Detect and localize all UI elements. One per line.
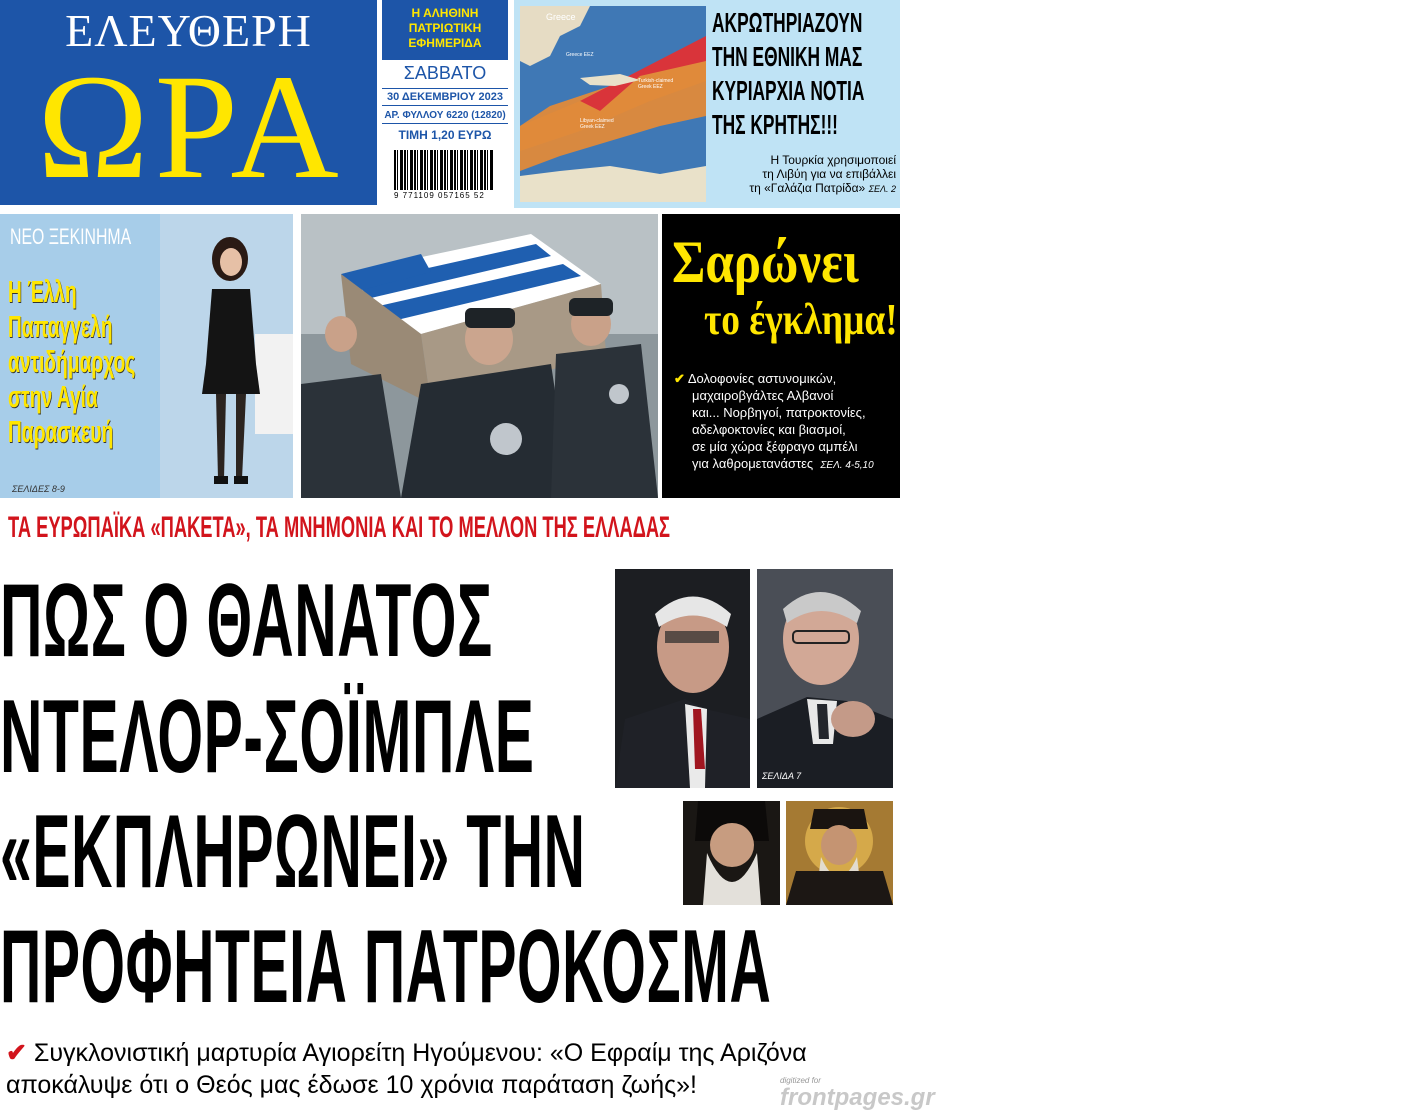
map-graphic	[520, 6, 706, 202]
top-story-headline-line: ΑΚΡΩΤΗΡΙΑΖΟΥΝ	[712, 7, 863, 38]
model-story-text-line: αντιδήμαρχος	[8, 344, 136, 379]
eez-map	[520, 6, 706, 202]
top-story-subtitle-line: τη «Γαλάζια Πατρίδα»	[749, 181, 866, 195]
tagline-line: Η ΑΛΗΘΙΝΗ	[411, 6, 479, 20]
crime-story-text-line: αδελφοκτονίες και βιασμοί,	[692, 422, 846, 437]
top-story-headline-line: ΤΗΝ ΕΘΝΙΚΗ ΜΑΣ	[712, 41, 863, 72]
main-headline-line: ΠΩΣ Ο ΘΑΝΑΤΟΣ	[0, 563, 493, 679]
map-label-turkish: Turkish-claimed Greek EEZ	[638, 78, 674, 90]
issue-price: ΤΙΜΗ 1,20 ΕΥΡΩ	[398, 128, 492, 142]
crime-story-text-line: μαχαιροβγάλτες Αλβανοί	[692, 388, 834, 403]
top-story-subtitle-line: Η Τουρκία χρησιμοποιεί	[770, 153, 896, 167]
barcode-number: 9 771109 057165 52	[394, 191, 485, 200]
portrait-schaeuble	[757, 569, 893, 788]
model-story[interactable]	[0, 214, 293, 498]
map-label-libyan: Libyan-claimed Greek EEZ	[580, 118, 614, 130]
portrait-monk-graphic	[683, 801, 780, 905]
tagline-line: ΠΑΤΡΙΩΤΙΚΗ	[408, 21, 482, 35]
portrait-delors	[615, 569, 750, 788]
main-headline-line: ΝΤΕΛΟΡ-ΣΟΪΜΠΛΕ	[0, 679, 535, 795]
tagline-line: ΕΦΗΜΕΡΙΔΑ	[408, 36, 482, 50]
portrait-icon-saint	[786, 801, 893, 905]
strapline-text: ΤΑ ΕΥΡΩΠΑΪΚΑ «ΠΑΚΕΤΑ», ΤΑ ΜΝΗΜΟΝΙΑ ΚΑΙ ΤΟ ΜΕΛΛΟΝ ΤΗΣ ΕΛΛΑΔΑΣ	[8, 511, 671, 544]
check-icon: ✔	[6, 1039, 27, 1067]
portrait-caption: ΣΕΛΙΔΑ 7	[762, 771, 802, 781]
bottom-story[interactable]	[6, 1037, 898, 1101]
top-story-page-ref: ΣΕΛ. 2	[868, 184, 896, 194]
masthead	[0, 0, 377, 210]
model-story-label	[10, 224, 178, 250]
main-headline-line: ΠΡΟΦΗΤΕΙΑ ΠΑΤΡΟΚΟΣΜΑ	[0, 909, 772, 1025]
funeral-photo-graphic	[301, 214, 658, 498]
masthead-title-top: ΕΛΕΥΘΕΡΗ	[65, 5, 312, 56]
top-story-subtitle-line: τη Λιβύη για να επιβάλλει	[762, 167, 896, 181]
issue-info	[382, 0, 508, 205]
crime-story-text-line: σε μία χώρα ξέφραγο αμπέλι	[692, 439, 858, 454]
crime-story-headline-line: Σαρώνει	[672, 229, 859, 295]
funeral-photo[interactable]	[301, 214, 658, 498]
watermark-small: digitized for	[780, 1076, 821, 1085]
crime-story-text-line: Δολοφονίες αστυνομικών,	[687, 371, 837, 386]
portrait-delors-graphic	[615, 569, 750, 788]
portrait-icon-saint-graphic	[786, 801, 893, 905]
crime-story-text-line: για λαθρομετανάστες	[692, 456, 814, 471]
check-icon: ✔	[674, 371, 685, 386]
model-story-text	[8, 274, 213, 449]
model-story-text-line: στην Αγία	[8, 379, 98, 414]
top-story[interactable]	[514, 0, 900, 208]
model-story-text-line: Παρασκευή	[8, 414, 114, 449]
issue-date: 30 ΔΕΚΕΜΒΡΙΟΥ 2023	[382, 88, 508, 106]
model-story-text-line: Η Έλλη	[8, 274, 77, 309]
watermark: frontpages.gr	[780, 1084, 935, 1111]
model-story-pages: ΣΕΛΙΔΕΣ 8-9	[12, 484, 65, 494]
top-story-headline	[712, 6, 958, 142]
issue-number: ΑΡ. ΦΥΛΛΟΥ 6220 (12820)	[382, 108, 508, 124]
crime-story-headline	[672, 229, 932, 352]
bottom-story-text: Συγκλονιστική μαρτυρία Αγιορείτη Ηγούμενου: «Ο Εφραίμ της Αριζόνα αποκάλυψε ότι ο Θεός μας έδωσε 10 χρόνια παράταση ζωής»!	[6, 1039, 807, 1099]
crime-story-text-line: και... Νορβηγοί, πατροκτονίες,	[692, 405, 866, 420]
model-story-label-text: ΝΕΟ ΞΕΚΙΝΗΜΑ	[10, 224, 132, 249]
map-label-greece-eez: Greece EEZ	[566, 52, 594, 58]
strapline	[8, 511, 1093, 545]
crime-story-page-ref: ΣΕΛ. 4-5,10	[820, 460, 874, 471]
model-story-text-line: Παπαγγελή	[8, 309, 113, 344]
portrait-monk	[683, 801, 780, 905]
crime-story-text	[674, 370, 894, 474]
top-story-subtitle	[712, 153, 896, 196]
main-headline-line: «ΕΚΠΛΗΡΩΝΕΙ» ΤΗΝ	[0, 794, 586, 910]
issue-day: ΣΑΒΒΑΤΟ	[403, 63, 487, 83]
top-story-headline-line: ΤΗΣ ΚΡΗΤΗΣ!!!	[712, 109, 838, 140]
masthead-title-main: ΩΡΑ	[37, 44, 345, 210]
tagline	[382, 0, 508, 60]
map-label-greece: Greece	[546, 12, 576, 22]
crime-story[interactable]	[662, 214, 900, 498]
portrait-schaeuble-graphic	[757, 569, 893, 788]
crime-story-headline-line: το έγκλημα!	[704, 295, 898, 344]
barcode	[394, 150, 494, 190]
top-story-headline-line: ΚΥΡΙΑΡΧΙΑ ΝΟΤΙΑ	[712, 75, 865, 106]
